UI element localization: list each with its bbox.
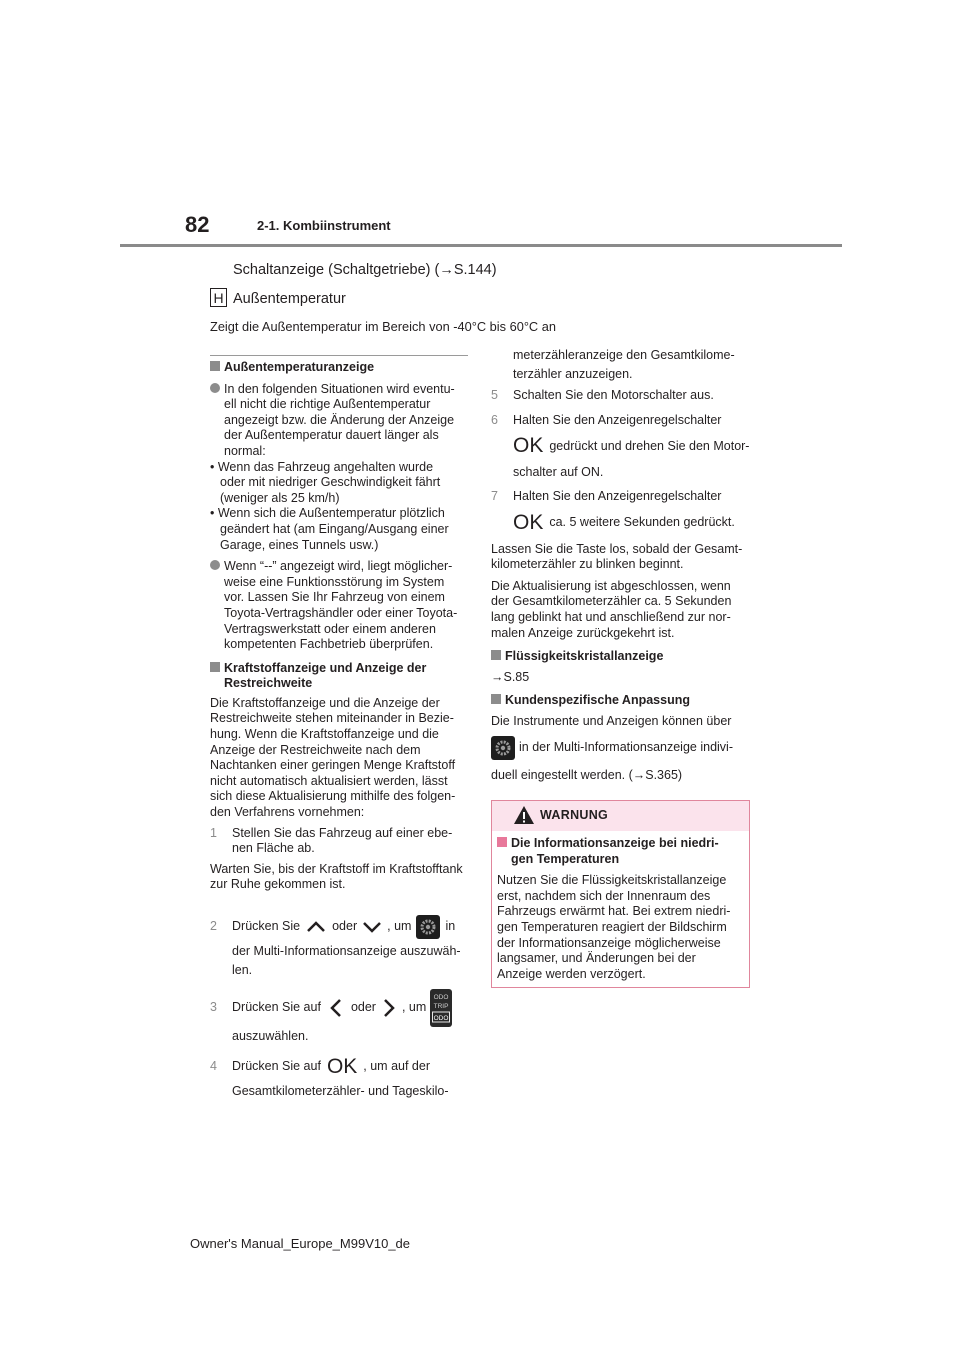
step-3: 3 Drücken Sie auf oder , um ODO TRIP ODO auszuwählen. xyxy=(210,988,472,1045)
ok-button-icon: OK xyxy=(326,1055,358,1078)
chevron-up-icon xyxy=(303,919,329,935)
svg-text:ODO: ODO xyxy=(433,994,449,1001)
ok-button-icon: OK xyxy=(513,510,544,534)
warning-triangle-icon xyxy=(513,805,535,825)
ok-button-icon: OK xyxy=(513,434,544,458)
customization-line-1: Die Instrumente und Anzeigen können über xyxy=(491,713,732,728)
temp-sub-bullet-1: • Wenn das Fahrzeug angehalten wurde oder mit niedriger Geschwindigkeit fährt (weniger als 25 km/h) xyxy=(210,459,441,505)
step-1: 1 Stellen Sie das Fahrzeug auf einer ebe- nen Fläche ab. xyxy=(210,825,453,856)
lcd-heading: Flüssigkeitskristallanzeige xyxy=(491,649,753,665)
customization-line-3: duell eingestellt werden. (→S.365) xyxy=(491,767,683,782)
subsection-divider xyxy=(210,355,468,356)
release-note: Lassen Sie die Taste los, sobald der Gesamt- kilometerzähler zu blinken beginnt. xyxy=(491,541,743,572)
square-bullet-icon xyxy=(497,837,507,847)
svg-text:ODO: ODO xyxy=(433,1015,449,1022)
square-bullet-icon xyxy=(491,650,501,660)
square-bullet-icon xyxy=(491,694,501,704)
round-bullet-icon xyxy=(210,383,220,393)
outside-temp-description: Zeigt die Außentemperatur im Bereich von -40°C bis 60°C an xyxy=(210,319,556,334)
svg-text:TRIP: TRIP xyxy=(433,1003,449,1010)
lcd-page-ref[interactable]: →S.85 xyxy=(491,669,530,684)
temp-display-heading: Außentemperaturanzeige xyxy=(210,360,470,376)
temp-bullet-2: Wenn “--” angezeigt wird, liegt möglicher- weise eine Funktionsstörung im System vor. Lassen Sie Ihr Fahrzeug von einem Toyota-Vertragshändler oder einer Toyota- Vertragswerkstatt oder einem anderen kompetenten Fachbetrieb überprüfen. xyxy=(210,559,470,653)
step-4: 4 Drücken Sie auf OK , um auf der Gesamtkilometerzähler- und Tageskilo- xyxy=(210,1055,449,1098)
warning-title: WARNUNG xyxy=(540,808,609,822)
step-6: 6 Halten Sie den Anzeigenregelschalter OK gedrückt und drehen Sie den Motor- schalter auf ON. xyxy=(491,412,750,480)
settings-gear-icon xyxy=(416,915,440,939)
section-title: 2-1. Kombiinstrument xyxy=(257,218,391,233)
square-bullet-icon xyxy=(210,361,220,371)
step-5: 5 Schalten Sie den Motorschalter aus. xyxy=(491,388,714,403)
round-bullet-icon xyxy=(210,560,220,570)
step-1-note: Warten Sie, bis der Kraftstoff im Kraftstofftank zur Ruhe gekommen ist. xyxy=(210,861,463,892)
item-label-h: H xyxy=(210,288,227,307)
header-divider xyxy=(120,244,842,247)
right-column xyxy=(491,348,753,783)
left-column xyxy=(210,360,470,893)
outside-temp-title: Außentemperatur xyxy=(233,291,346,307)
chevron-down-icon xyxy=(359,919,385,935)
warning-body: Nutzen Sie die Flüssigkeitskristallanzeige erst, nachdem sich der Innenraum des Fahrzeugs erwärmt hat. Bei extrem niedri- gen Temperaturen reagiert der Bildschirm der Informationsanzeige möglicherweise langsamer, und Änderungen bei der Anzeige werden verzögert. xyxy=(497,873,731,981)
temp-bullet-1: In den folgenden Situationen wird eventu- ell nicht die richtige Außentemperatur angezeigt bzw. die Änderung der Anzeige der Außentemperatur dauert länger als normal: xyxy=(210,382,470,460)
shift-display-item: Schaltanzeige (Schaltgetriebe) (→S.144) xyxy=(233,262,497,278)
customization-line-2: in der Multi-Informationsanzeige indivi- xyxy=(491,736,753,760)
fuel-paragraph: Die Kraftstoffanzeige und die Anzeige der Restreichweite stehen miteinander in Bezie- hung. Wenn die Kraftstoffanzeige und die Anzeige der Restreichweite nach dem Nachtanken einer geringen Menge Kraftstoff nicht automatisch aktualisiert werden, lässt sich diese Aktualisierung mithilfe des folgen- den Verfahrens vornehmen: xyxy=(210,695,456,820)
square-bullet-icon xyxy=(210,662,220,672)
settings-gear-icon xyxy=(491,736,515,760)
chevron-left-icon xyxy=(326,997,346,1019)
step-4-continuation: meterzähleranzeige den Gesamtkilome- terzähler anzuzeigen. xyxy=(513,348,735,381)
chevron-right-icon xyxy=(379,997,399,1019)
page-number: 82 xyxy=(185,212,210,237)
odo-trip-icon xyxy=(430,989,452,1027)
temp-sub-bullet-2: • Wenn sich die Außentemperatur plötzlich geändert hat (am Eingang/Ausgang einer Garage, eines Tunnels usw.) xyxy=(210,506,449,552)
warning-heading: Die Informationsanzeige bei niedri- gen Temperaturen xyxy=(497,836,747,867)
customization-heading: Kundenspezifische Anpassung xyxy=(491,693,753,709)
footer-manual-id: Owner's Manual_Europe_M99V10_de xyxy=(190,1236,411,1251)
step-7: 7 Halten Sie den Anzeigenregelschalter OK ca. 5 weitere Sekunden gedrückt. xyxy=(491,488,735,534)
update-done-note: Die Aktualisierung ist abgeschlossen, wenn der Gesamtkilometerzähler ca. 5 Sekunden lang geblinkt hat und anschließend zur nor- malen Anzeige zurückgekehrt ist. xyxy=(491,578,732,640)
step-2: 2 Drücken Sie oder , um in der Multi-Informationsanzeige auszuwäh- len. xyxy=(210,913,472,978)
fuel-gauge-heading: Kraftstoffanzeige und Anzeige der Restreichweite xyxy=(210,661,470,692)
warning-content xyxy=(497,836,747,982)
